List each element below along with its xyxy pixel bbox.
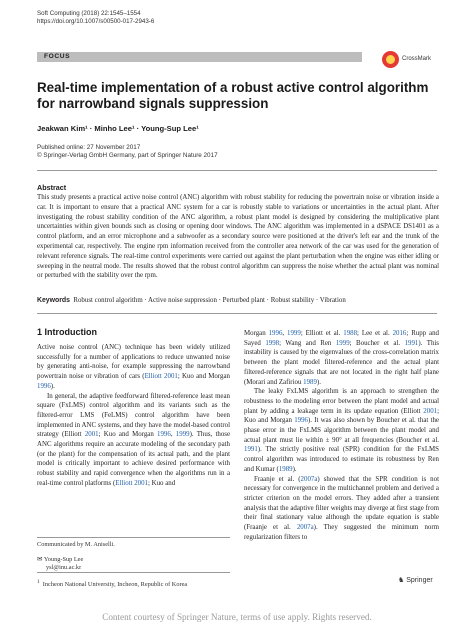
keywords	[37, 297, 439, 304]
abstract-text: This study presents a practical active noise control (ANC) algorithm with robust stability for reducing the powertrain noise or vibration inside a car. It is important to ensure that a practical ANC system for a car is robustly stable to variations or uncertainties in the actual plant. After investigating the robust stability condition of the ANC algorithm, a robust plant model is designed by considering the multiplicative plant uncertainties within given bounds such as closing or opening door windows. The ANC algorithm was implemented in a dSPACE DS1401 as a control platform, and an error microphone and a subwoofer as a secondary source were positioned at the driver's left ear and the trunk of the experimental car, respectively. The engine rpm information received from the controller area network of the car was used for the generation of relevant reference signals. The real-time control experiments were carried out against the plant perturbation when the engine was either idling or sweeping in the neutral mode. The results showed that the robust control algorithm can suppress the noise whether the actual plant was nominal or perturbed with the stability over the rpm.	[37, 194, 439, 280]
citation-link[interactable]: 2007a	[296, 524, 314, 532]
mail-icon: ✉	[37, 556, 43, 563]
focus-bar	[37, 52, 362, 62]
paragraph: In general, the adaptive feedforward filtered-reference least mean square (FxLMS) control algorithm and its variants such as the filtered-error LMS (FeLMS) control algorithm have been implemented in ANC systems, and they have the model-based control strategy (Elliott 2001; Kuo and Morgan 1996, 1999). Thus, those ANC algorithms require an accurate modeling of the secondary path (or the plant) for the compensation of its actual path, and the plant model is critically important to achieve desired performance with robust stability and rapid convergence when the algorithms run in a real-time control platforms (Elliott 2001; Kuo and	[37, 392, 231, 487]
contact-email[interactable]: ysl@inu.ac.kr	[46, 564, 82, 571]
left-column	[37, 343, 230, 489]
paragraph: Morgan 1996, 1999; Elliott et al. 1988; Lee et al. 2016; Rupp and Sayed 1998; Wang and Ren 1999; Boucher et al. 1991). This instability is caused by the eigenvalues of the cross-correlation matrix between the plant model filtered-reference and the actual plant filtered-reference signals that are not located in the right half plane (Morari and Zafiriou 1989).	[244, 330, 439, 386]
citation-link[interactable]: 1996	[37, 382, 51, 390]
abstract-heading: Abstract	[37, 183, 67, 192]
citation-link[interactable]: 1989	[278, 465, 293, 473]
paragraph: The leaky FxLMS algorithm is an approach to strengthen the robustness to the modeling error between the plant model and actual plant by adding a leakage term in its update equation (Elliott 2001; Kuo and Morgan 1996). It was also shown by Boucher et al. that the phase error in the FxLMS algorithm between the plant model and actual plant must lie within ± 90° at all frequencies (Boucher et al. 1991). The strictly positive real (SPR) condition for the FxLMS control algorithm was introduced to estimate its robustness by Ren and Kumar (1989).	[244, 388, 439, 473]
authors: Jeakwan Kim¹ · Minho Lee¹ · Young-Sup Lee¹	[37, 124, 199, 133]
doi-link[interactable]: https://doi.org/10.1007/s00500-017-2943-6	[37, 18, 155, 25]
citation-link[interactable]: 1999	[335, 339, 350, 347]
focus-label: FOCUS	[44, 53, 71, 60]
citation-link[interactable]: 1996	[268, 330, 283, 337]
footnote-divider	[37, 572, 230, 573]
right-column	[244, 329, 439, 542]
citation-link[interactable]: 1999	[175, 431, 190, 439]
crossmark-badge[interactable]	[380, 50, 438, 70]
affiliation	[37, 578, 230, 589]
footnote-divider	[37, 537, 230, 538]
divider	[37, 170, 437, 171]
citation-link[interactable]: 2001	[84, 431, 99, 439]
published-date: Published online: 27 November 2017	[37, 144, 141, 151]
citation-link[interactable]: 1989	[303, 378, 317, 386]
paragraph: Fraanje et al. (2007a) showed that the SPR condition is not necessary for convergence in the multichannel problem and derived a stricter criterion on the model errors. They added after a transient analysis that the adaptive filter weights may diverge at first stage from their final stationary value although the update equation is stable (Fraanje et al. 2007a). They suggested the minimum norm regularization filters to	[244, 475, 439, 541]
journal-citation: Soft Computing (2018) 22:1545–1554	[37, 10, 141, 17]
keywords-text: Robust control algorithm · Active noise suppression · Perturbed plant · Robust stability · Vibration	[73, 297, 346, 304]
citation-link[interactable]: 1991	[404, 339, 419, 347]
citation-link[interactable]: 1999	[287, 330, 301, 337]
crossmark-label: CrossMark	[402, 56, 432, 62]
courtesy-notice: Content courtesy of Springer Nature, terms of use apply. Rights reserved.	[102, 612, 372, 622]
paragraph: Active noise control (ANC) technique has been widely utilized successfully for a number of applications to reduce unwanted noise by generating anti-noise, for example suppressing the narrowband powertrain noise or vibration of cars (Elliott 2001; Kuo and Morgan 1996).	[37, 344, 230, 390]
citation-link[interactable]: 1996	[157, 431, 171, 439]
affiliation-number: 1	[37, 579, 40, 585]
section-heading: 1 Introduction	[37, 327, 97, 337]
citation-link[interactable]: 2001	[423, 407, 438, 415]
keywords-label: Keywords	[37, 297, 70, 304]
citation-link[interactable]: 1996	[294, 417, 308, 425]
divider	[37, 313, 437, 314]
contact-name: Young-Sup Lee	[43, 556, 84, 563]
paper-title: Real-time implementation of a robust active control algorithm for narrowband signals suppression	[37, 80, 429, 111]
citation-link[interactable]: 2007a	[300, 475, 318, 483]
crossmark-icon	[382, 51, 399, 68]
citation-link[interactable]: 1991	[244, 446, 258, 454]
contact	[37, 556, 230, 572]
springer-horse-icon: ♞	[398, 577, 405, 584]
communicated-by: Communicated by M. Aniselli.	[37, 541, 115, 548]
citation-link[interactable]: 2016	[392, 330, 407, 337]
citation-link[interactable]: Elliott 2001	[144, 373, 178, 381]
springer-logo-text: Springer	[406, 577, 433, 584]
copyright: © Springer-Verlag GmbH Germany, part of Springer Nature 2017	[37, 152, 218, 159]
citation-link[interactable]: 1988	[343, 330, 358, 337]
citation-link[interactable]: Elliott 2001	[115, 479, 148, 487]
affiliation-text: Incheon National University, Incheon, Republic of Korea	[42, 581, 188, 589]
springer-logo	[398, 576, 433, 584]
citation-link[interactable]: 1998	[265, 339, 280, 347]
